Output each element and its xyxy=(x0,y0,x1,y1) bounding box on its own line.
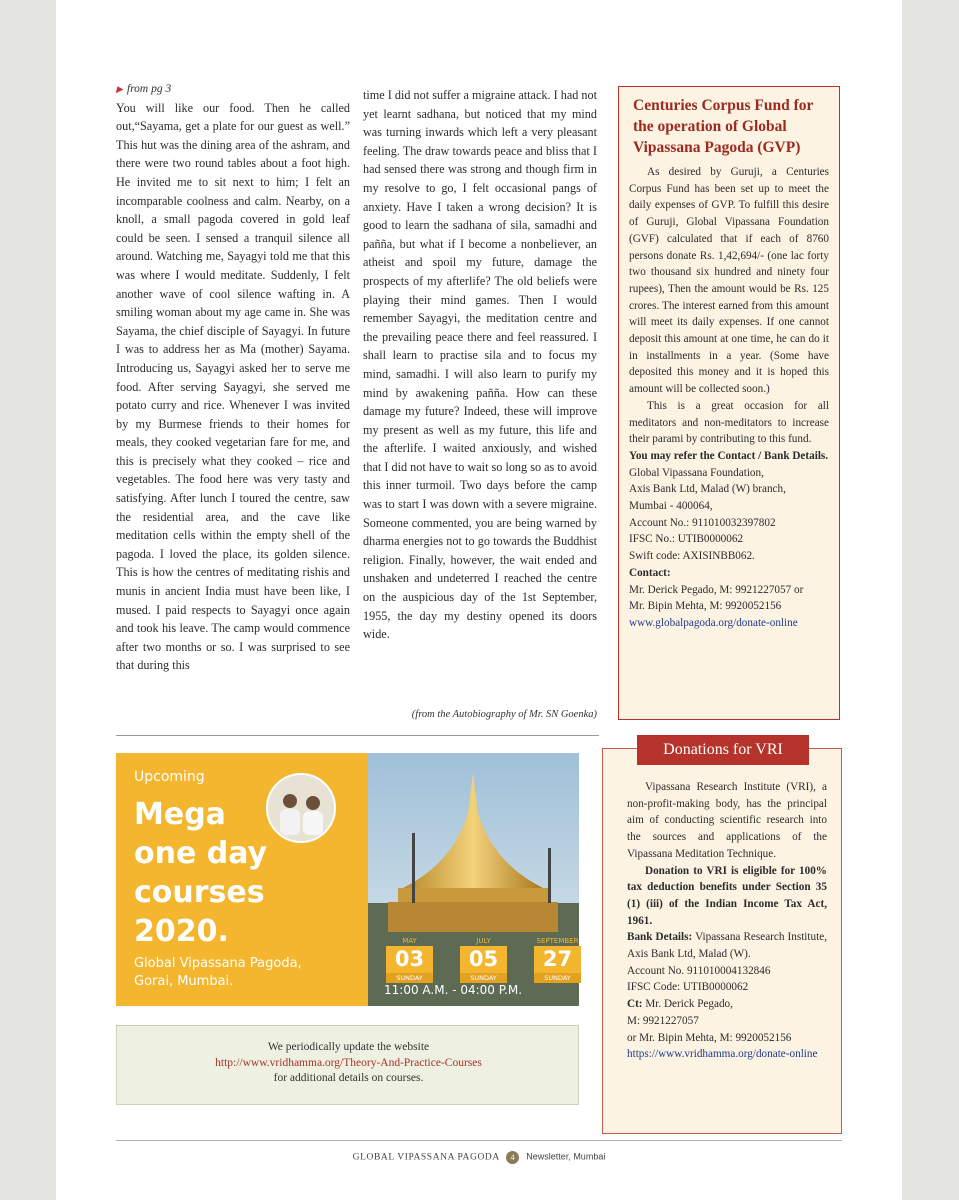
teacher-portrait-icon xyxy=(266,773,336,843)
gvp-fund-para-1: As desired by Guruji, a Centuries Corpus Fund has been set up to meet the daily expenses of GVP. To fulfill this desire of Guruji, Global Vipassana Foundation (GVF) calculated that if each of 8760 persons donate Rs. 1,42,694/- (one lac forty two thousand six hundred and ninety four rupees), Then the amount would be Rs. 125 crores. The interest earned from this amount will meet its daily expenses. If one cannot deposit this amount at one time, he can do it in installments in a year. (Some have deposited this money and it is hoped this amount will be collected soon.) xyxy=(629,166,829,396)
article-text-1: You will like our food. Then he called out,“Sayama, get a plate for our guest as well.” This hut was the dining area of the ashram, and there were two round tables about a foot high. He invited me to sit next to him; I felt an incomparable coolness and calm. Nearby, on a knoll, a small pagoda covered in gold leaf could be seen. I sensed a tranquil silence all around. Watching me, Sayagyi told me that this was where I would meditate. Suddenly, I felt another wave of cool silence wafting in. A smiling woman about my age came in. She was Sayama, the chief disciple of Sayagyi. In future I was to address her as Ma (mother) Sayama. Introducing us, Sayagyi asked her to serve me food. After serving Sayagyi, she served me potato curry and rice. Whenever I was invited by my Burmese friends to their homes for meals, they cooked vegetarian fare for me, and this is precisely what they cooked – rice and vegetables. The food here was very tasty and satisfying. After lunch I toured the centre, saw the residential area, and the cave like meditation cells within the empty shell of the pagoda. I loved the place, its golden silence. This is how the centres of meditating rishis and munis in ancient India must have been like, I mused. I paid respects to Sayagyi once again and took his leave. The camp would commence after two months or so. I was surprised to see that during this xyxy=(116,100,350,673)
website-note-box xyxy=(116,1025,579,1105)
divider xyxy=(116,735,599,736)
vri-heading: Donations for VRI xyxy=(637,735,809,765)
page-number: 4 xyxy=(506,1151,519,1164)
article-column-1 xyxy=(116,80,350,675)
note-line-3: for additional details on courses. xyxy=(273,1072,424,1084)
courses-advert xyxy=(116,753,579,1006)
gvp-donate-link[interactable]: www.globalpagoda.org/donate-online xyxy=(629,616,798,629)
note-line-1: We periodically update the website xyxy=(267,1041,430,1053)
vri-contact-alt: or Mr. Bipin Mehta, M: 9920052156 xyxy=(627,1031,792,1044)
gvp-bank-line: Account No.: 911010032397802 xyxy=(629,516,776,529)
vri-bank-details: Bank Details: Vipassana Research Institute, Axis Bank Ltd, Malad (W). xyxy=(627,931,827,961)
course-date: JULY 05 SUNDAY xyxy=(460,936,507,994)
course-time: 11:00 A.M. - 04:00 P.M. xyxy=(384,983,523,997)
courses-link[interactable]: http://www.vridhamma.org/Theory-And-Practice-Courses xyxy=(215,1056,482,1069)
gvp-fund-para-2: This is a great occasion for all meditators and non-meditators to increase their parami by contributing to this fund. xyxy=(629,399,829,446)
newsletter-page xyxy=(56,0,902,1200)
continued-from-label: ▶ from pg 3 xyxy=(116,83,172,95)
article-text-2: time I did not suffer a migraine attack. I had not yet learnt sadhana, but noticed that my mind was turning inwards which left a very pleasant feeling. The draw towards peace and bliss that I had sensed there was strong and though firm in my resolve to go, I felt occasional pangs of anxiety. Have I taken a wrong decision? It is good to learn the sadhana of sila, samadhi and pañña, but what if I become a nonbeliever, an atheist and spoil my future, damage the prospects of my afterlife? The old beliefs were playing their mind games. Then I would remember Sayagyi, the meditation centre and the prevailing peace there and feel reassured. I shall learn to practise sila and to focus my mind, samadhi. I will also learn to purify my mind by awakening pañña. How can these damage my future? Indeed, these will improve my present as well as my future, this life and the afterlife. I waited anxiously, and wished that I did not have to wait so long so as to avoid this inner turmoil. Two days before the camp was to start I was down with a severe migraine. Someone commented, you are being warned by dharma energies not to go towards the Buddhist religion. Finally, however, the wait ended and unshaken and undeterred I reached the centre on the auspicious day of the 1st September, 1955, the day my destiny opened its doors wide. xyxy=(363,88,597,642)
vri-ifsc: IFSC Code: UTIB0000062 xyxy=(627,981,749,994)
gvp-bank-line: Mumbai - 400064, xyxy=(629,500,713,513)
advert-headline: Mega one day courses 2020. xyxy=(134,797,268,949)
footer-publication: GLOBAL VIPASSANA PAGODA xyxy=(352,1152,500,1163)
course-date: SEPTEMBER 27 SUNDAY xyxy=(534,936,581,994)
gvp-bank-line: Axis Bank Ltd, Malad (W) branch, xyxy=(629,483,786,496)
vri-donation-box xyxy=(602,741,842,1134)
gvp-contact-line: Mr. Bipin Mehta, M: 9920052156 xyxy=(629,600,782,613)
gvp-bank-line: Global Vipassana Foundation, xyxy=(629,466,764,479)
advert-upcoming: Upcoming xyxy=(134,769,205,785)
footer-divider xyxy=(116,1140,842,1141)
footer-newsletter: Newsletter, Mumbai xyxy=(526,1151,606,1162)
vri-donate-link[interactable]: https://www.vridhamma.org/donate-online xyxy=(627,1048,818,1061)
gvp-bank-line: IFSC No.: UTIB0000062 xyxy=(629,533,744,546)
vri-account: Account No. 911010004132846 xyxy=(627,964,771,977)
course-date: MAY 03 SUNDAY xyxy=(386,936,433,994)
gvp-refer-label: You may refer the Contact / Bank Details. xyxy=(629,449,829,462)
article-attribution: (from the Autobiography of Mr. SN Goenka) xyxy=(411,709,597,720)
triangle-icon: ▶ xyxy=(116,84,123,94)
vri-para-2: Donation to VRI is eligible for 100% tax deduction benefits under Section 35 (1) (iii) of the Indian Income Tax Act, 1961. xyxy=(627,864,827,927)
vri-contact-phone: M: 9921227057 xyxy=(627,1014,699,1027)
advert-text-panel xyxy=(116,753,368,1006)
gvp-bank-line: Swift code: AXISINBB062. xyxy=(629,550,755,563)
page-footer xyxy=(116,1151,842,1164)
vri-para-1: Vipassana Research Institute (VRI), a non-profit-making body, has the principal aim of conducting scientific research into the sources and applications of the Vipassana Meditation Technique. xyxy=(627,781,827,860)
gvp-fund-box xyxy=(618,86,840,720)
advert-venue: Global Vipassana Pagoda, Gorai, Mumbai. xyxy=(134,956,302,989)
gvp-contact-label: Contact: xyxy=(629,566,671,579)
gvp-fund-title: Centuries Corpus Fund for the operation of Global Vipassana Pagoda (GVP) xyxy=(633,97,814,156)
vri-contact: Ct: Mr. Derick Pegado, xyxy=(627,998,733,1011)
article-column-2 xyxy=(363,86,597,644)
gvp-contact-line: Mr. Derick Pegado, M: 9921227057 or xyxy=(629,583,804,596)
